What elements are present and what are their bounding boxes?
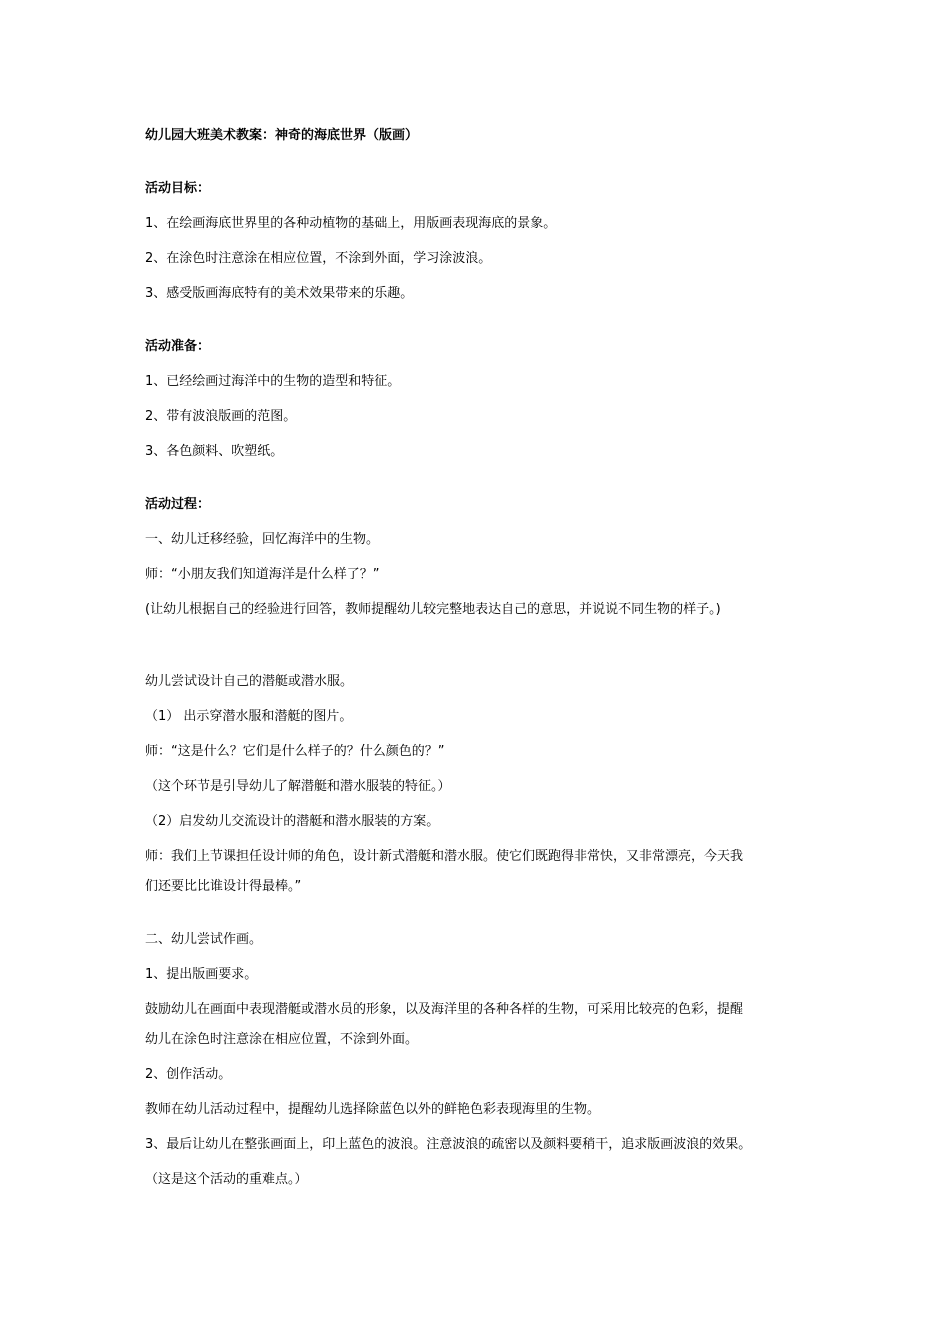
prep-item: 2、带有波浪版画的范图。	[145, 409, 297, 424]
process-note: （这个环节是引导幼儿了解潜艇和潜水服装的特征。）	[145, 779, 451, 794]
process-step-title: 一、幼儿迁移经验，回忆海洋中的生物。	[145, 532, 380, 547]
prep-item: 1、已经绘画过海洋中的生物的造型和特征。	[145, 374, 401, 389]
process-substep: （1） 出示穿潜水服和潜艇的图片。	[145, 709, 353, 724]
prep-item: 3、各色颜料、吹塑纸。	[145, 444, 284, 459]
teacher-question: 师：“小朋友我们知道海洋是什么样了？”	[145, 567, 380, 582]
goal-item: 2、在涂色时注意涂在相应位置，不涂到外面，学习涂波浪。	[145, 251, 492, 266]
document-body	[145, 126, 815, 1190]
document-title: 幼儿园大班美术教案：神奇的海底世界（版画）	[145, 128, 419, 143]
process-substep: 2、创作活动。	[145, 1067, 232, 1082]
process-heading: 活动过程：	[145, 497, 211, 512]
paragraph-line: 鼓励幼儿在画面中表现潜艇或潜水员的形象，以及海洋里的各种各样的生物，可采用比较亮的色彩，提醒	[145, 1002, 744, 1017]
process-substep: 3、最后让幼儿在整张画面上，印上蓝色的波浪。注意波浪的疏密以及颜料要稍干，追求版画波浪的效果。	[145, 1137, 752, 1152]
process-note: (让幼儿根据自己的经验进行回答，教师提醒幼儿较完整地表达自己的意思，并说说不同生物的样子。)	[145, 602, 721, 617]
goal-item: 1、在绘画海底世界里的各种动植物的基础上，用版画表现海底的景象。	[145, 216, 557, 231]
teacher-speech-line: 们还要比比谁设计得最棒。”	[145, 879, 302, 894]
process-step-title: 二、幼儿尝试作画。	[145, 932, 263, 947]
process-step-title: 幼儿尝试设计自己的潜艇或潜水服。	[145, 674, 354, 689]
process-note: （这是这个活动的重难点。）	[145, 1172, 308, 1187]
process-substep: 1、提出版画要求。	[145, 967, 258, 982]
teacher-question: 师：“这是什么？它们是什么样子的？什么颜色的？”	[145, 744, 445, 759]
paragraph-line: 幼儿在涂色时注意涂在相应位置，不涂到外面。	[145, 1032, 419, 1047]
teacher-speech-line: 师：我们上节课担任设计师的角色，设计新式潜艇和潜水服。使它们既跑得非常快，又非常漂亮，今天我	[145, 849, 744, 864]
goals-heading: 活动目标：	[145, 181, 211, 196]
paragraph-line: 教师在幼儿活动过程中，提醒幼儿选择除蓝色以外的鲜艳色彩表现海里的生物。	[145, 1102, 601, 1117]
process-substep: （2）启发幼儿交流设计的潜艇和潜水服装的方案。	[145, 814, 440, 829]
prep-heading: 活动准备：	[145, 339, 211, 354]
goal-item: 3、感受版画海底特有的美术效果带来的乐趣。	[145, 286, 414, 301]
